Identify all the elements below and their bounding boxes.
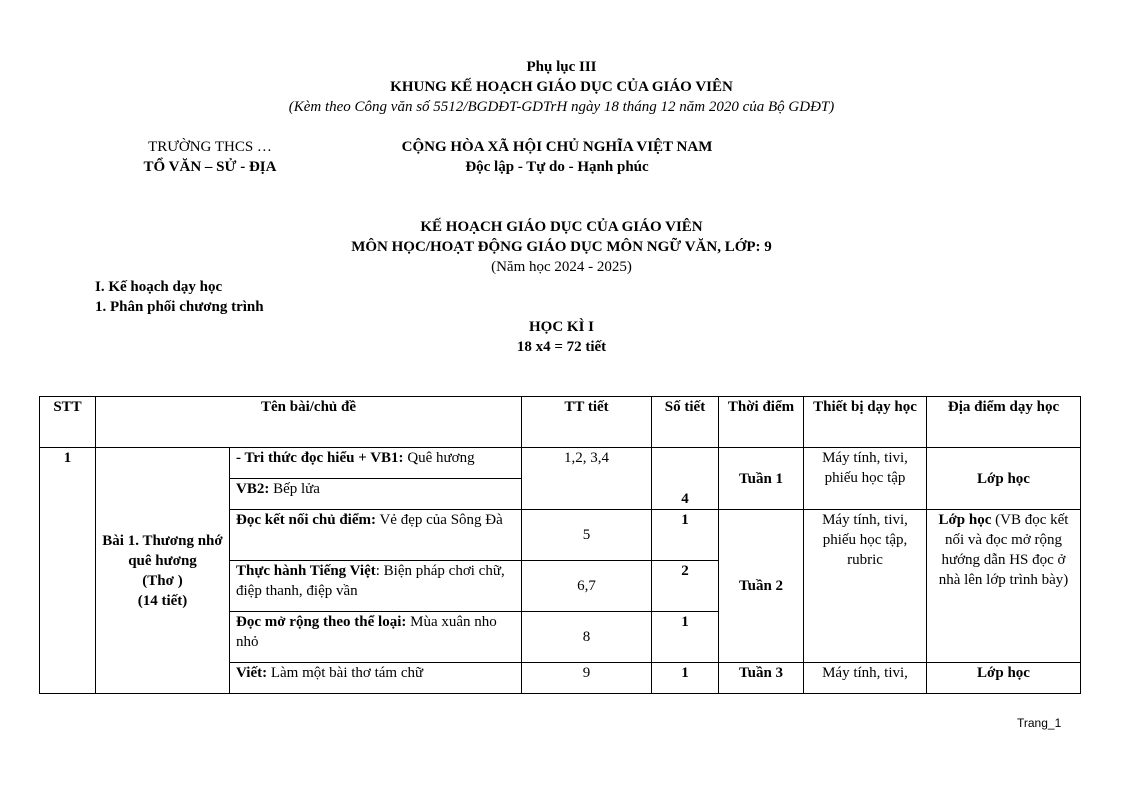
- topic-cell: [230, 448, 522, 479]
- topic-bold: VB2:: [236, 481, 270, 497]
- header-location: Địa điểm dạy học: [927, 397, 1081, 448]
- count-cell: 4: [652, 448, 719, 510]
- topic-text: Vẻ đẹp của Sông Đà: [376, 512, 503, 528]
- semester-label: HỌC KÌ I: [528, 319, 594, 335]
- location-cell: Lớp học: [927, 448, 1081, 510]
- topic-text: Quê hương: [403, 450, 475, 466]
- topic-bold: - Tri thức đọc hiểu + VB1:: [236, 450, 404, 466]
- plan-title: KẾ HOẠCH GIÁO DỤC CỦA GIÁO VIÊN: [420, 219, 703, 235]
- topic-bold: Viết:: [236, 665, 268, 681]
- week-cell: Tuần 3: [719, 663, 804, 694]
- plan-school-year: (Năm học 2024 - 2025): [491, 259, 632, 275]
- location-text: (VB đọc kết nối và đọc mở rộng hướng dẫn HS đọc ở nhà lên lớp trình bày): [938, 512, 1069, 588]
- nation-motto: Độc lập - Tự do - Hạnh phúc: [465, 159, 649, 175]
- equipment-cell: Máy tính, tivi,: [804, 663, 927, 694]
- equipment-cell: Máy tính, tivi, phiếu học tập, rubric: [804, 510, 927, 663]
- tt-cell: 5: [522, 510, 652, 561]
- header-time: Thời điểm: [719, 397, 804, 448]
- header-stt: STT: [40, 397, 96, 448]
- location-cell: [927, 510, 1081, 663]
- count-cell: 1: [652, 510, 719, 561]
- tt-cell: 9: [522, 663, 652, 694]
- distribution-table: [39, 396, 1081, 694]
- topic-text: Làm một bài thơ tám chữ: [267, 665, 424, 681]
- week-cell: Tuần 1: [719, 448, 804, 510]
- topic-text: : Biện pháp chơi chữ, điệp thanh, điệp vần: [236, 563, 505, 599]
- page-number: Trang_1: [1017, 716, 1062, 730]
- lesson-cell: [96, 448, 230, 694]
- framework-title: KHUNG KẾ HOẠCH GIÁO DỤC CỦA GIÁO VIÊN: [390, 79, 733, 95]
- topic-bold: Thực hành Tiếng Việt: [236, 563, 376, 579]
- table-header-row: [40, 397, 1081, 448]
- location-bold: Lớp học: [938, 512, 992, 528]
- row-stt: 1: [40, 448, 96, 694]
- semester-periods: 18 x4 = 72 tiết: [516, 339, 607, 355]
- topic-cell: [230, 663, 522, 694]
- reference-note: (Kèm theo Công văn số 5512/BGDĐT-GDTrH ngày 18 tháng 12 năm 2020 của Bộ GDĐT): [288, 99, 835, 115]
- plan-subject: MÔN HỌC/HOẠT ĐỘNG GIÁO DỤC MÔN NGỮ VĂN, LỚP: 9: [351, 239, 772, 255]
- lesson-name: Bài 1. Thương nhớ quê hương: [102, 532, 223, 569]
- school-name: TRƯỜNG THCS …: [148, 139, 272, 155]
- appendix-label: Phụ lục III: [526, 59, 597, 75]
- count-cell: 1: [652, 612, 719, 663]
- topic-cell: [230, 510, 522, 561]
- equipment-cell: Máy tính, tivi, phiếu học tập: [804, 448, 927, 510]
- header-tt: TT tiết: [522, 397, 652, 448]
- topic-cell: [230, 561, 522, 612]
- tt-cell: 1,2, 3,4: [522, 448, 652, 510]
- header-equipment: Thiết bị dạy học: [804, 397, 927, 448]
- tt-cell: 6,7: [522, 561, 652, 612]
- lesson-periods: (14 tiết): [137, 592, 188, 609]
- nation-name: CỘNG HÒA XÃ HỘI CHỦ NGHĨA VIỆT NAM: [401, 139, 713, 155]
- count-cell: 2: [652, 561, 719, 612]
- section-heading: I. Kế hoạch dạy học: [95, 279, 223, 295]
- count-cell: 1: [652, 663, 719, 694]
- lesson-genre: (Thơ ): [142, 572, 183, 589]
- topic-text: Bếp lửa: [269, 481, 320, 497]
- topic-text: Mùa xuân nho nhỏ: [236, 614, 497, 650]
- topic-bold: Đọc kết nối chủ điểm:: [236, 512, 376, 528]
- topic-cell: [230, 612, 522, 663]
- week-cell: Tuần 2: [719, 510, 804, 663]
- section-subheading: 1. Phân phối chương trình: [95, 299, 264, 315]
- header-count: Số tiết: [652, 397, 719, 448]
- table-row: [40, 448, 1081, 479]
- department-name: TỔ VĂN – SỬ - ĐỊA: [143, 159, 277, 175]
- header-topic: Tên bài/chủ đề: [96, 397, 522, 448]
- topic-bold: Đọc mở rộng theo thể loại:: [236, 614, 407, 630]
- topic-cell: [230, 479, 522, 510]
- tt-cell: 8: [522, 612, 652, 663]
- location-cell: Lớp học: [927, 663, 1081, 694]
